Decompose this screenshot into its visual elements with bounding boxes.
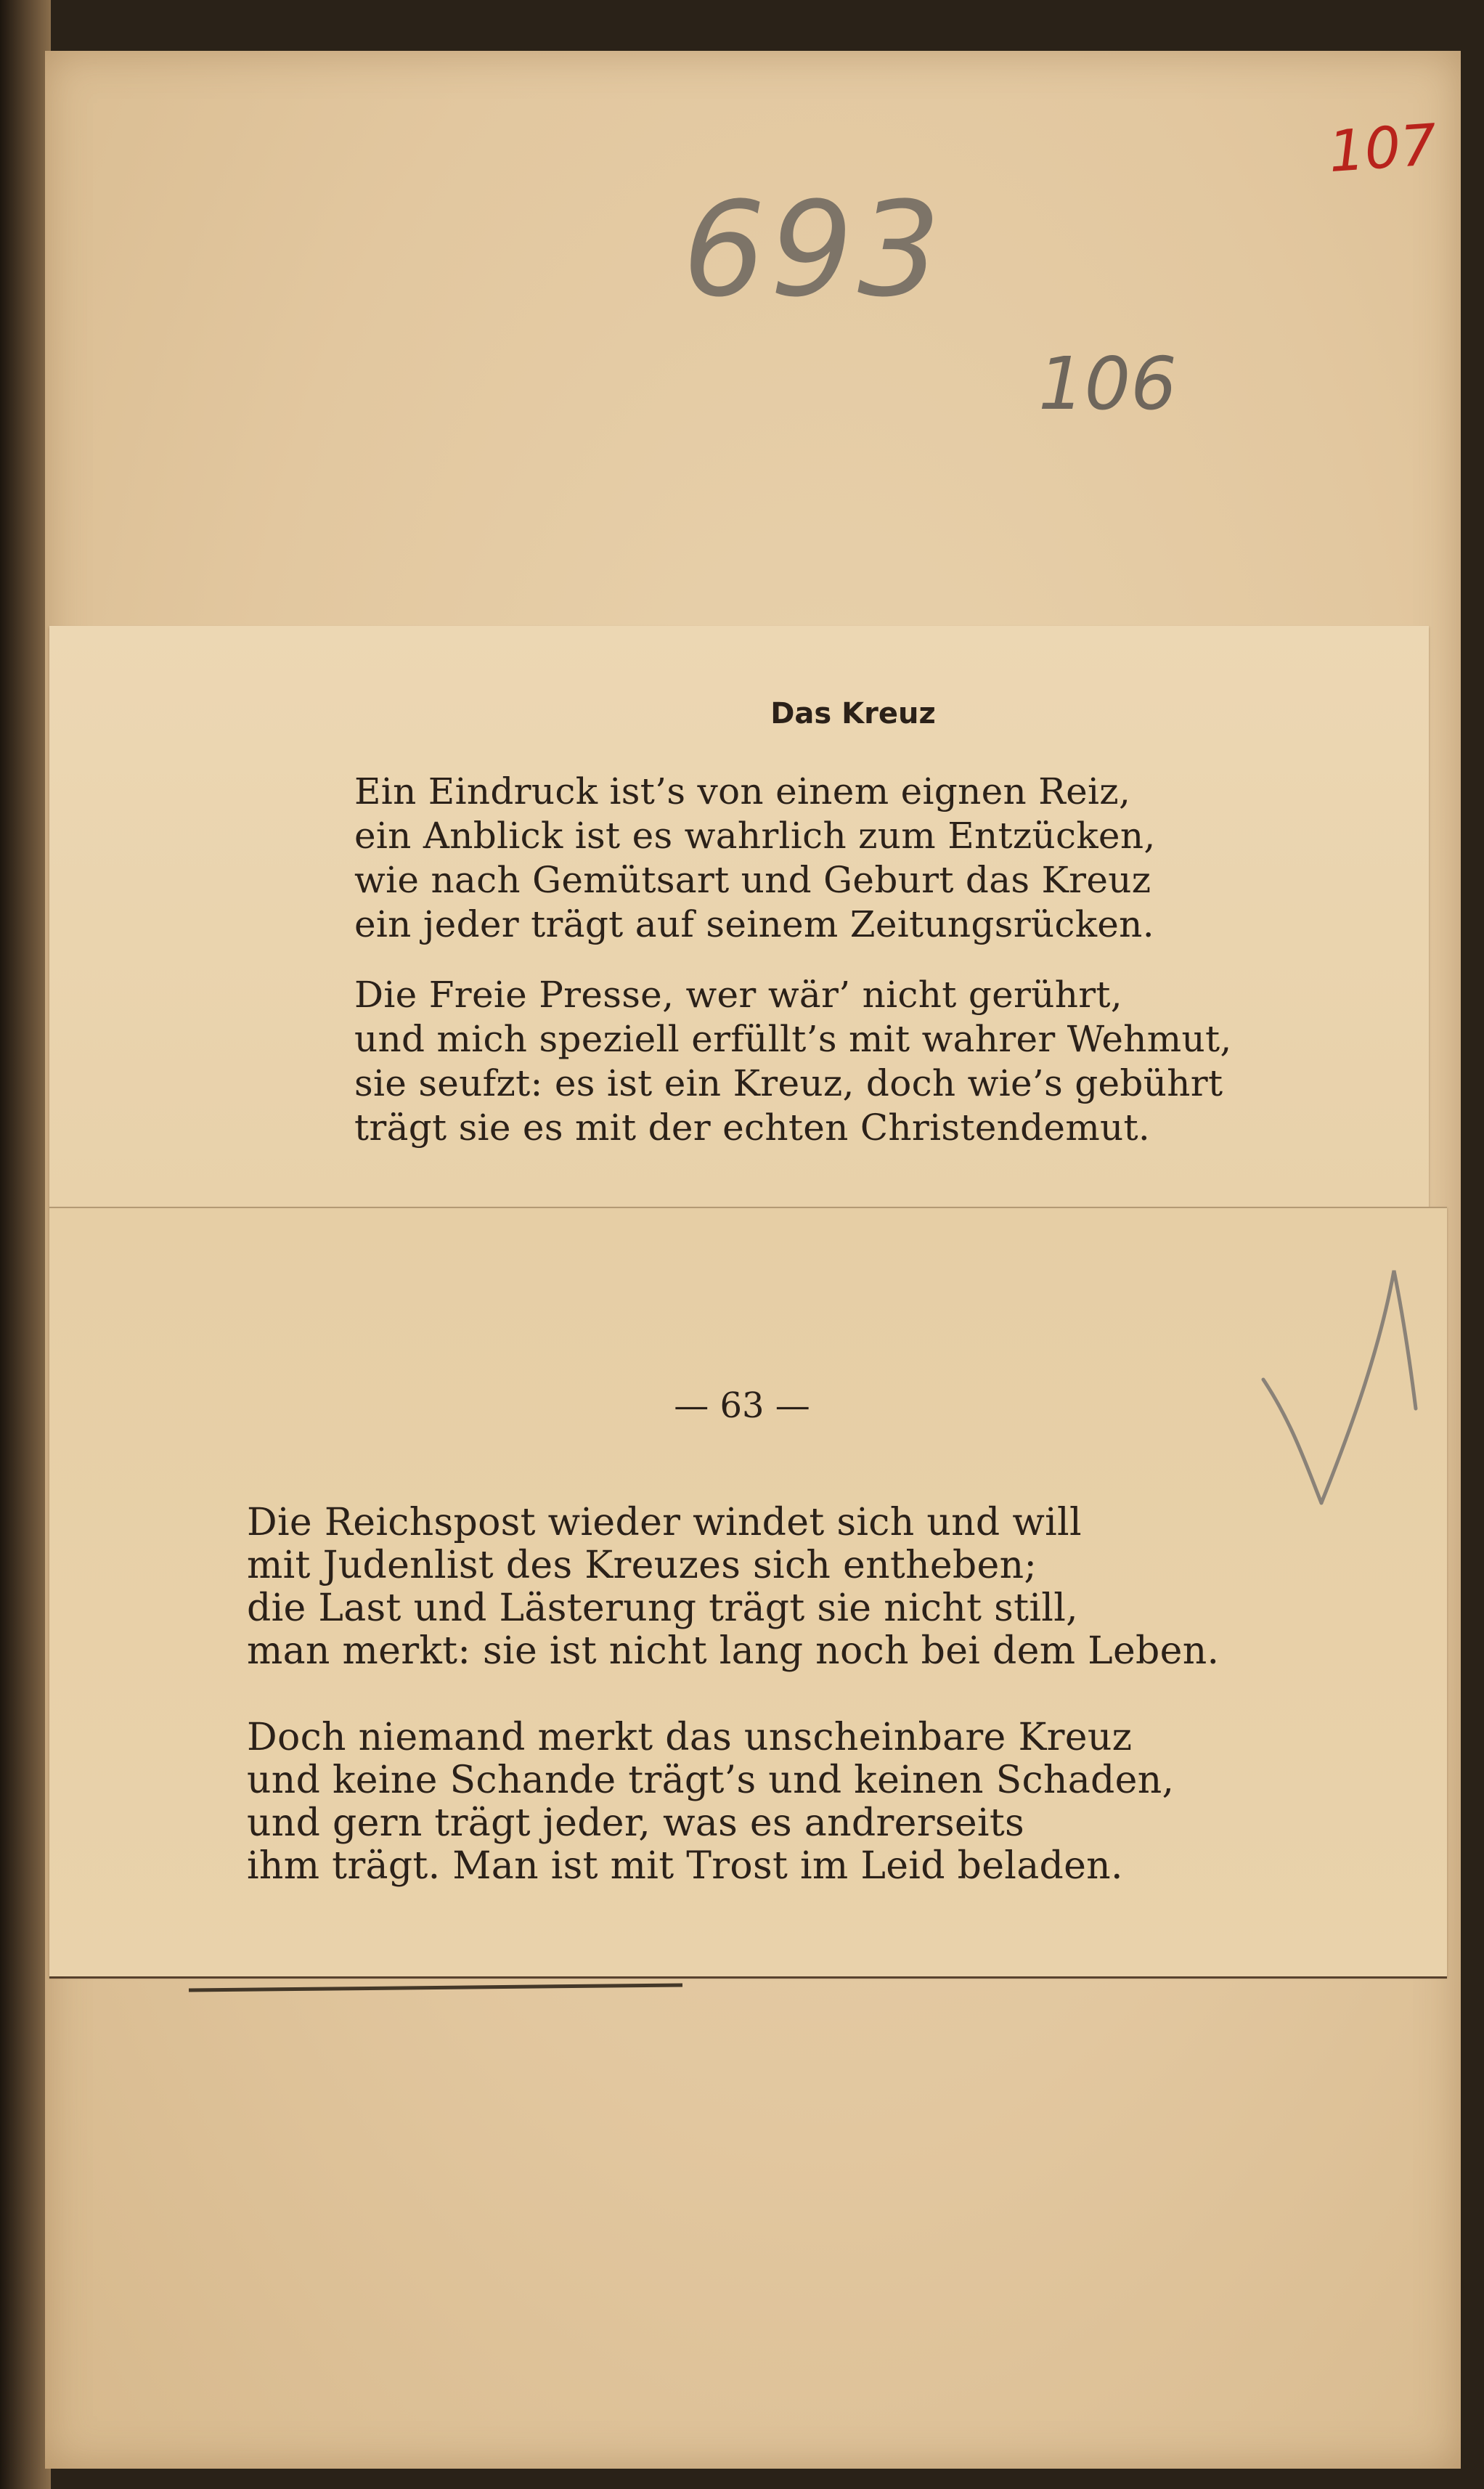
book-binding: [0, 0, 51, 2489]
stanza: [247, 1716, 1174, 1888]
verse-line: die Last und Lästerung trägt sie nicht still,: [247, 1586, 1078, 1630]
verse-line: mit Judenlist des Kreuzes sich entheben;: [247, 1544, 1037, 1587]
show-through-text: [154, 2011, 1075, 2151]
verse-line: und keine Schande trägt’s und keinen Schaden,: [247, 1759, 1175, 1802]
show-through-text: [154, 552, 1075, 624]
verse-line: trägt sie es mit der echten Christendemut.: [354, 1107, 1151, 1149]
stanza: [354, 770, 1156, 947]
clipping-edge-line: [49, 1976, 1447, 1979]
pencil-check-mark-icon: [1249, 1263, 1438, 1525]
folio-number-red: 107: [1326, 112, 1439, 186]
verse-line: ein jeder trägt auf seinem Zeitungsrücken.: [354, 903, 1154, 945]
verse-line: wie nach Gemütsart und Geburt das Kreuz: [354, 859, 1151, 901]
stanza: [247, 1502, 1219, 1673]
shelf-mark-pencil: 693: [682, 174, 945, 326]
verse-line: man merkt: sie ist nicht lang noch bei dem Leben.: [247, 1629, 1220, 1673]
page-number: — 63 —: [674, 1385, 810, 1426]
poem-title: Das Kreuz: [770, 697, 936, 730]
verse-line: Doch niemand merkt das unscheinbare Kreuz: [247, 1716, 1133, 1759]
verse-line: Die Freie Presse, wer wär’ nicht gerührt,: [354, 974, 1123, 1016]
verse-line: Ein Eindruck ist’s von einem eignen Reiz,: [354, 770, 1131, 812]
verse-line: und mich speziell erfüllt’s mit wahrer Wehmut,: [354, 1018, 1232, 1060]
verse-line: sie seufzt: es ist ein Kreuz, doch wie’s gebührt: [354, 1062, 1223, 1104]
verse-line: ihm trägt. Man ist mit Trost im Leid beladen.: [247, 1844, 1123, 1888]
verse-line: Die Reichspost wieder windet sich und will: [247, 1501, 1082, 1544]
verse-line: und gern trägt jeder, was es andrerseits: [247, 1801, 1025, 1845]
clipping-edge-line: [49, 1207, 1447, 1208]
old-folio-pencil: 106: [1038, 341, 1177, 426]
verse-line: ein Anblick ist es wahrlich zum Entzücken,: [354, 815, 1156, 857]
stanza: [354, 973, 1232, 1150]
